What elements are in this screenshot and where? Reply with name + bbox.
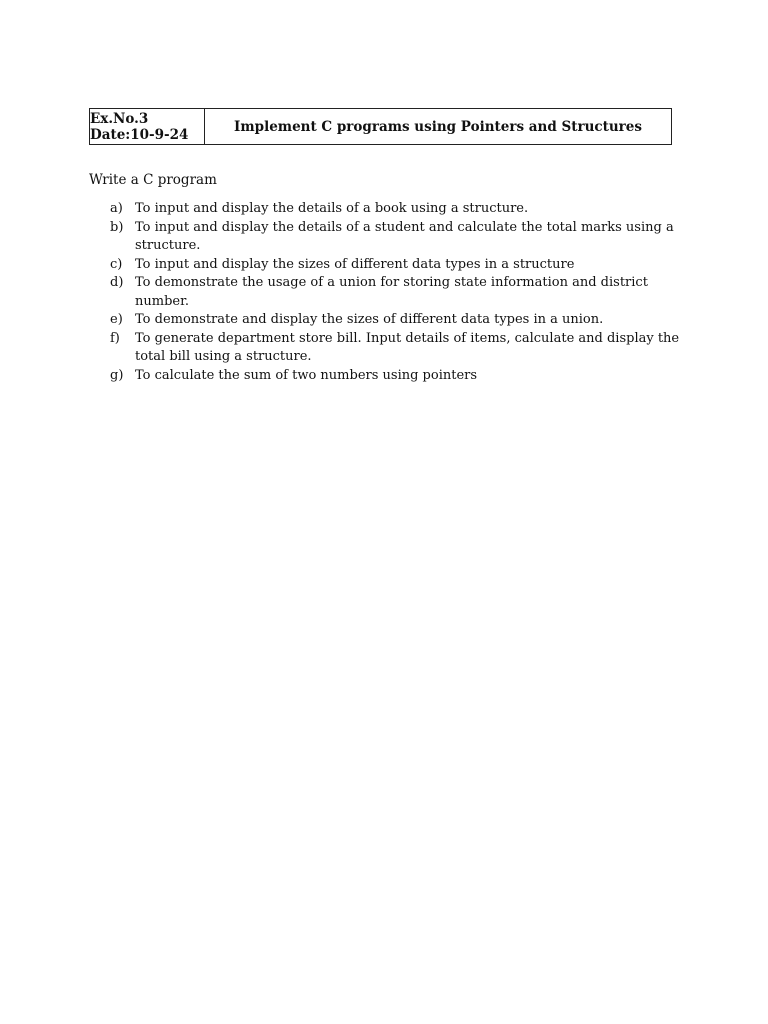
list-item-text: To input and display the sizes of different data types in a structure (135, 256, 575, 272)
exercise-info-cell (90, 109, 205, 145)
list-marker: c) (110, 256, 123, 272)
task-list (110, 200, 685, 385)
list-marker: a) (110, 201, 123, 216)
list-item-text: To input and display the details of a student and calculate the total marks using a structure. (135, 219, 674, 253)
list-marker: g) (110, 367, 124, 383)
list-item (110, 219, 685, 256)
list-marker: f) (110, 330, 120, 346)
list-item (110, 200, 685, 219)
list-marker: d) (110, 275, 124, 290)
list-item-text: To input and display the details of a book using a structure. (135, 201, 529, 216)
list-marker: e) (110, 312, 123, 327)
list-item-text: To demonstrate and display the sizes of different data types in a union. (135, 312, 604, 327)
list-marker: b) (110, 219, 124, 235)
list-item-text: To demonstrate the usage of a union for storing state information and district number. (135, 275, 648, 309)
list-item (110, 367, 685, 386)
list-item (110, 274, 685, 311)
exercise-header-table (89, 108, 672, 145)
list-item (110, 311, 685, 330)
intro-text: Write a C program (89, 172, 217, 188)
list-item-text: To generate department store bill. Input details of items, calculate and display the total bill using a structure. (135, 330, 680, 364)
exercise-date: Date:10-9-24 (90, 126, 189, 143)
list-item-text: To calculate the sum of two numbers using pointers (135, 367, 478, 383)
list-item (110, 330, 685, 367)
exercise-title: Implement C programs using Pointers and Structures (205, 109, 672, 145)
list-item (110, 256, 685, 275)
exercise-number: Ex.No.3 (90, 110, 149, 127)
